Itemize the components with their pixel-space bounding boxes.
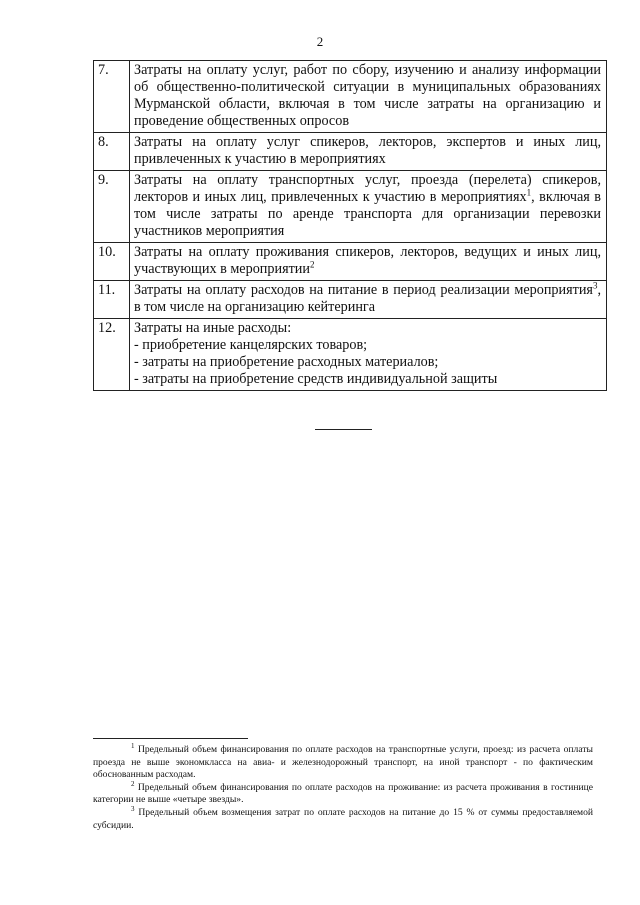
row-text: Затраты на оплату услуг, работ по сбору, изучению и анализу информации об общественно-политической ситуации в муниципальных образованиях Мурманской области, включая в том числе затраты на организацию и проведение общественных опросов — [130, 61, 607, 133]
table-row — [94, 281, 607, 319]
table-row — [94, 133, 607, 171]
row-list-title: Затраты на иные расходы: — [134, 320, 292, 336]
row-number: 11. — [94, 281, 130, 319]
row-text — [130, 281, 607, 319]
row-text-part: , в том числе на организацию кейтеринга — [134, 282, 601, 315]
footnote-text: Предельный объем финансирования по оплате расходов на проживание: из расчета проживания в гостинице категории не выше «четыре звезды». — [93, 781, 593, 806]
footnotes — [93, 741, 593, 832]
footnote-text: Предельный объем финансирования по оплате расходов на транспортные услуги, проезд: из расчета оплаты проезда не выше экономкласса на авиа- и железнодорожный транспорт, на иной транспорт - по фактическим обоснованным расходам. — [93, 744, 593, 781]
footnote-text: Предельный объем возмещения затрат по оплате расходов на питание до 15 % от суммы предоставляемой субсидии. — [93, 806, 593, 831]
expense-items-table — [93, 60, 607, 391]
table-row — [94, 171, 607, 243]
footnote-mark: 3 — [131, 804, 135, 813]
row-text-part: Затраты на оплату расходов на питание в период реализации мероприятия — [134, 282, 593, 298]
row-text — [130, 171, 607, 243]
row-number: 12. — [94, 319, 130, 391]
list-item: - затраты на приобретение расходных материалов; — [134, 354, 439, 370]
row-number: 9. — [94, 171, 130, 243]
footnote — [93, 804, 593, 832]
footnote — [93, 779, 593, 807]
row-number: 8. — [94, 133, 130, 171]
end-separator-line — [315, 429, 372, 430]
footnote-reference: 3 — [592, 280, 598, 291]
footnote — [93, 741, 593, 782]
table-row — [94, 319, 607, 391]
table-row — [94, 243, 607, 281]
footnote-mark: 2 — [131, 779, 135, 788]
footnote-mark: 1 — [131, 741, 135, 750]
list-item: - затраты на приобретение средств индивидуальной защиты — [134, 371, 498, 387]
footnote-reference: 1 — [526, 187, 532, 198]
row-text-part: Затраты на оплату проживания спикеров, лекторов, ведущих и иных лиц, участвующих в мероприятии — [134, 244, 601, 277]
list-item: - приобретение канцелярских товаров; — [134, 337, 368, 353]
row-number: 10. — [94, 243, 130, 281]
row-text — [130, 319, 607, 391]
footnote-reference: 2 — [310, 259, 315, 270]
footnote-separator-line — [93, 738, 248, 739]
page-number: 2 — [316, 34, 324, 49]
row-text — [130, 243, 607, 281]
table-row — [94, 61, 607, 133]
row-text-part: Затраты на оплату транспортных услуг, проезда (перелета) спикеров, лекторов и иных лиц, привлеченных к участию в мероприятиях — [134, 172, 601, 205]
row-text-part: , включая в том числе затраты по аренде транспорта для организации перевозки участников мероприятия — [134, 189, 601, 239]
row-number: 7. — [94, 61, 130, 133]
row-text: Затраты на оплату услуг спикеров, лекторов, экспертов и иных лиц, привлеченных к участию в мероприятиях — [130, 133, 607, 171]
